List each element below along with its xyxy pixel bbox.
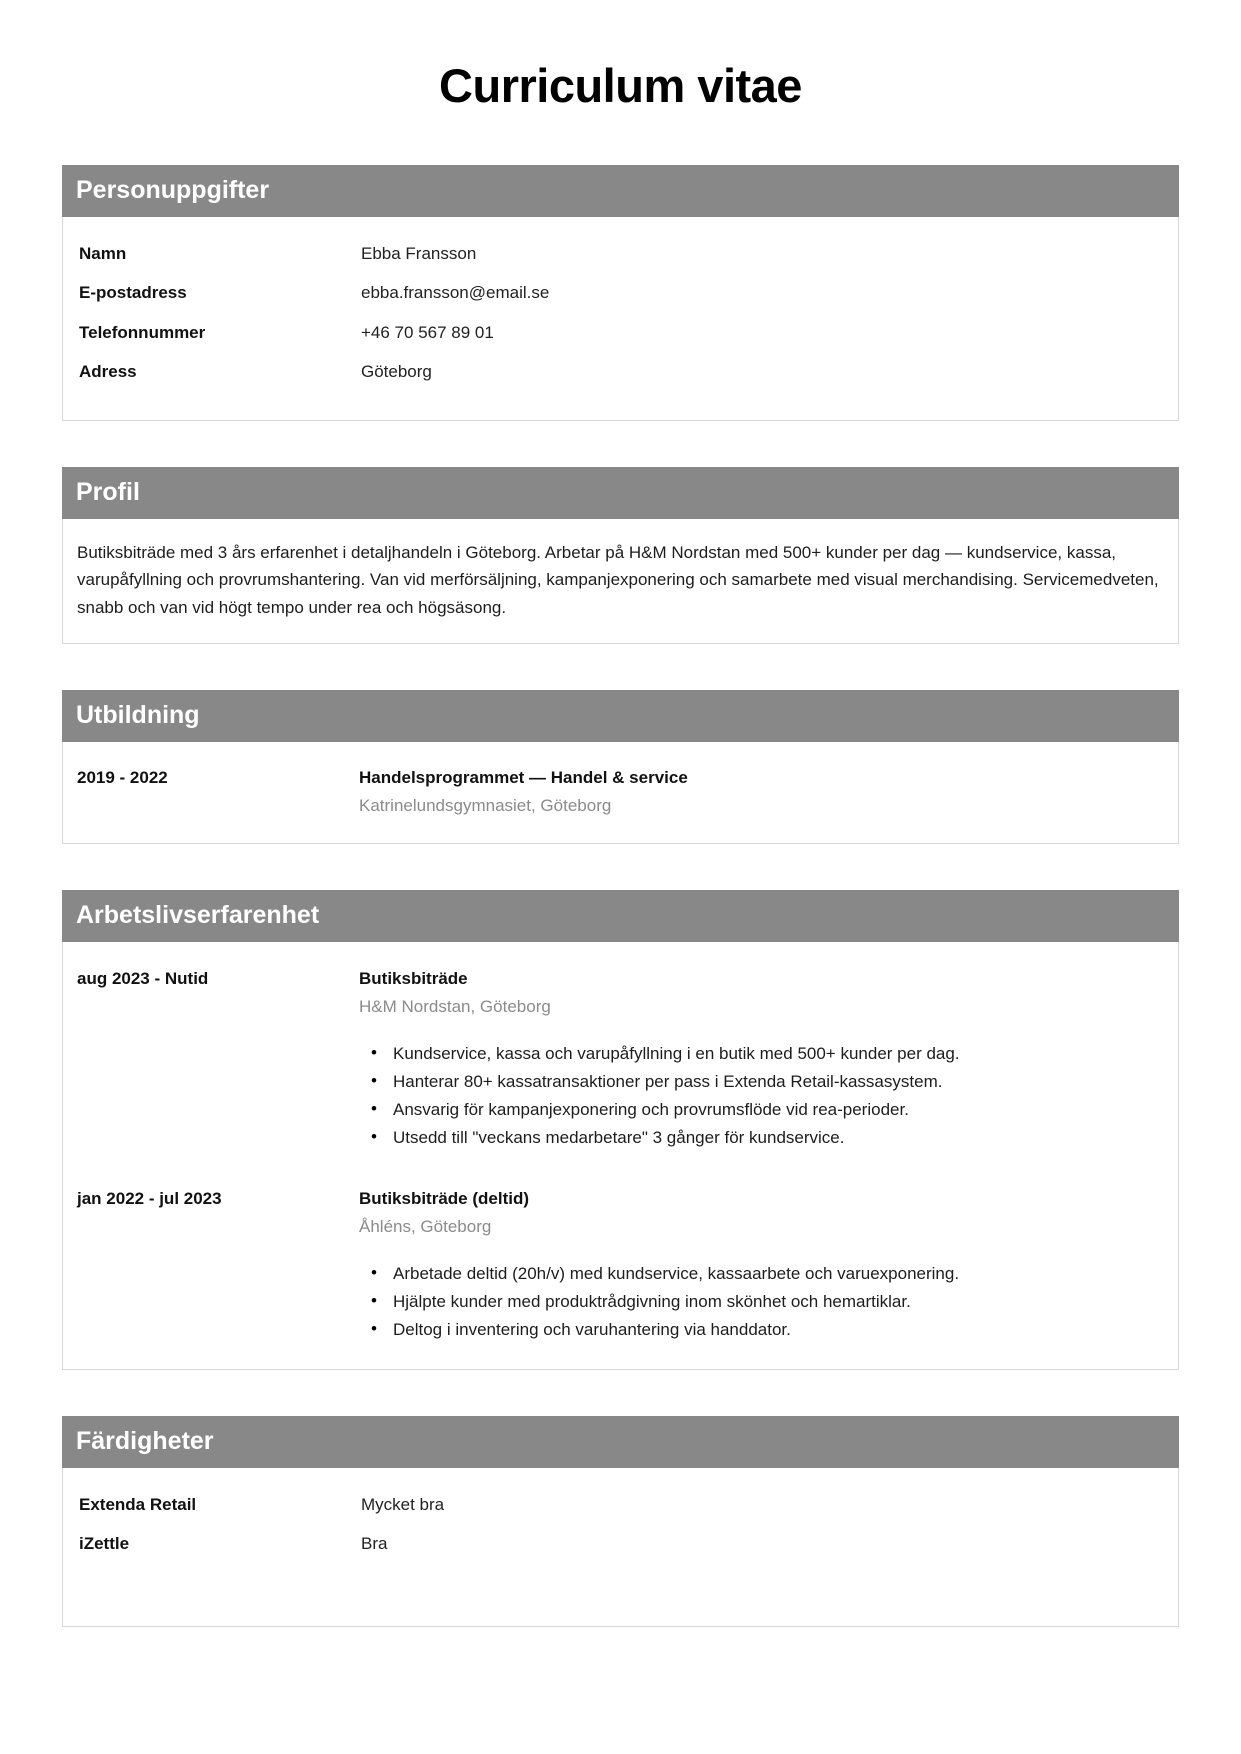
skill-name: iZettle: [79, 1533, 130, 1553]
experience-entry-bullets: [359, 1261, 1162, 1344]
experience-entry: [77, 1183, 1162, 1344]
experience-entry-main: [359, 1187, 1162, 1344]
skill-row: [79, 1527, 1162, 1566]
personal-detail-value: ebba.fransson@email.se: [361, 283, 550, 303]
section-body-skills: [62, 1468, 1179, 1627]
experience-entry-title: Butiksbiträde (deltid): [359, 1189, 530, 1209]
education-entry-title: Handelsprogrammet — Handel & service: [359, 768, 688, 788]
education-entry-date: 2019 - 2022: [77, 768, 168, 788]
experience-entry-organisation: H&M Nordstan, Göteborg: [359, 996, 551, 1016]
section-header-profile: Profil: [62, 467, 1179, 519]
section-skills: [62, 1416, 1179, 1627]
experience-entry: [77, 963, 1162, 1152]
section-profile: [62, 467, 1179, 645]
section-header-skills: Färdigheter: [62, 1416, 1179, 1468]
personal-detail-value: +46 70 567 89 01: [361, 322, 494, 342]
education-entry-main: [359, 766, 1162, 819]
skill-row: [79, 1488, 1162, 1527]
personal-detail-row: [79, 276, 1162, 315]
section-body-education: [62, 742, 1179, 844]
section-header-experience: Arbetslivserfarenhet: [62, 890, 1179, 942]
experience-bullet: • Utsedd till "veckans medarbetare" 3 gånger för kundservice.: [393, 1125, 1162, 1152]
personal-detail-row: [79, 237, 1162, 276]
experience-entry-date: aug 2023 - Nutid: [77, 969, 209, 989]
section-body-profile: [62, 519, 1179, 645]
skill-name: Extenda Retail: [79, 1494, 197, 1514]
section-personal-details: [62, 165, 1179, 420]
skill-level: Mycket bra: [361, 1494, 445, 1514]
section-body-experience: [62, 942, 1179, 1370]
personal-detail-label: Telefonnummer: [79, 322, 206, 342]
section-experience: [62, 890, 1179, 1370]
section-body-personal-details: [62, 217, 1179, 420]
experience-entry-title: Butiksbiträde: [359, 969, 468, 989]
section-header-education: Utbildning: [62, 690, 1179, 742]
education-entry-organisation: Katrinelundsgymnasiet, Göteborg: [359, 795, 612, 815]
experience-entry-main: [359, 967, 1162, 1152]
experience-bullet: • Arbetade deltid (20h/v) med kundservice, kassaarbete och varuexponering.: [393, 1261, 1162, 1288]
personal-detail-label: E-postadress: [79, 283, 187, 303]
personal-detail-label: Adress: [79, 361, 137, 381]
personal-detail-row: [79, 316, 1162, 355]
skill-level: Bra: [361, 1533, 388, 1553]
personal-detail-label: Namn: [79, 244, 127, 264]
experience-entry-bullets: [359, 1041, 1162, 1151]
experience-entry-organisation: Åhléns, Göteborg: [359, 1216, 492, 1236]
page-title: Curriculum vitae: [439, 59, 802, 112]
section-education: [62, 690, 1179, 844]
experience-bullet: • Hanterar 80+ kassatransaktioner per pass i Extenda Retail-kassasystem.: [393, 1069, 1162, 1096]
section-header-personal-details: Personuppgifter: [62, 165, 1179, 217]
experience-bullet: • Kundservice, kassa och varupåfyllning i en butik med 500+ kunder per dag.: [393, 1041, 1162, 1068]
personal-detail-row: [79, 355, 1162, 394]
education-entry: [77, 762, 1162, 819]
experience-bullet: • Hjälpte kunder med produktrådgivning inom skönhet och hemartiklar.: [393, 1289, 1162, 1316]
experience-bullet: • Ansvarig för kampanjexponering och provrumsflöde vid rea-perioder.: [393, 1097, 1162, 1124]
personal-detail-value: Göteborg: [361, 361, 432, 381]
profile-text: Butiksbiträde med 3 års erfarenhet i detaljhandeln i Göteborg. Arbetar på H&M Nordstan med 500+ kunder per dag — kundservice, kassa, varupåfyllning och provrumshantering. Van vid merförsäljning, kampanjexponering och samarbete med visual merchandising. Servicemedveten, snabb och van vid högt tempo under rea och högsäsong.: [77, 542, 1159, 617]
experience-bullet: • Deltog i inventering och varuhantering via handdator.: [393, 1317, 1162, 1344]
personal-detail-value: Ebba Fransson: [361, 244, 477, 264]
experience-entry-date: jan 2022 - jul 2023: [77, 1189, 222, 1209]
